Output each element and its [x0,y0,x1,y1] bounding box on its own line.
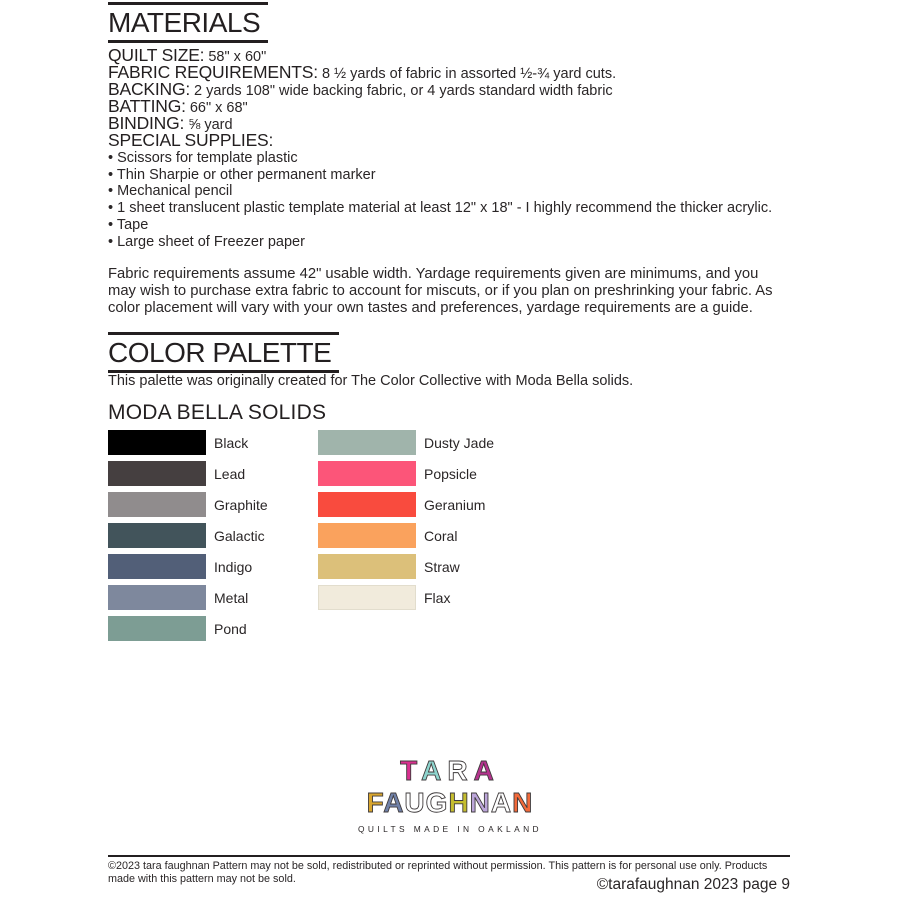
swatch-row [318,554,494,579]
swatch-row [108,616,268,641]
logo-tagline: QUILTS MADE IN OAKLAND [357,824,543,834]
footer-divider [108,855,790,857]
color-swatch [318,430,416,455]
footer-copyright: ©2023 tara faughnan Pattern may not be sold, redistributed or reprinted without permission. This pattern is for personal use only. Products made with this pattern may not be sold. [108,860,768,885]
spec-label: QUILT SIZE: [108,45,205,65]
swatch-label: Coral [424,527,458,544]
materials-specs [108,47,790,149]
color-swatch [318,554,416,579]
swatch-label: Dusty Jade [424,434,495,451]
spec-value: 66" x 68" [185,100,248,116]
color-swatch [108,523,206,548]
supply-item: • 1 sheet translucent plastic template material at least 12" x 18" - I highly recommend the thicker acrylic. [108,200,773,217]
swatch-label: Pond [214,620,247,637]
swatch-label: Lead [214,465,246,482]
swatch-row [108,554,268,579]
palette-description: This palette was originally created for The Color Collective with Moda Bella solids. [108,373,634,389]
moda-bella-solids-heading: MODA BELLA SOLIDS [108,401,327,424]
spec-row [108,132,790,149]
swatch-label: Indigo [214,558,253,575]
swatch-label: Galactic [214,527,265,544]
color-swatch [108,554,206,579]
swatch-row [318,430,494,455]
spec-row [108,81,790,98]
spec-value: 58" x 60" [204,49,267,65]
swatch-row [108,585,268,610]
materials-section-title: MATERIALS [108,2,268,43]
swatch-label: Straw [424,558,460,575]
swatch-row [108,461,268,486]
yardage-note: Fabric requirements assume 42" usable width. Yardage requirements given are minimums, and you may wish to purchase extra fabric to account for miscuts, or if you plan on preshrinking your fabric. As color placement will vary with your own tastes and preferences, yardage requirements are a guide. [108,266,773,316]
special-supplies-list [108,150,790,250]
color-swatch [108,461,206,486]
swatch-label: Popsicle [424,465,477,482]
swatch-column-right [318,430,494,616]
color-swatch [318,492,416,517]
color-swatch [318,585,416,610]
color-swatch [108,585,206,610]
swatch-label: Flax [424,589,451,606]
swatch-label: Metal [214,589,249,606]
swatch-row [108,492,268,517]
color-swatch [108,430,206,455]
logo-word-tara: TARA [400,755,500,786]
spec-label: BATTING: [108,96,186,116]
color-swatch [108,616,206,641]
swatch-row [318,492,494,517]
tara-faughnan-logo [0,750,900,850]
spec-label: BACKING: [108,79,191,99]
spec-value: ⅝ yard [184,117,233,133]
supply-item: • Large sheet of Freezer paper [108,233,305,250]
spec-value: 8 ½ yards of fabric in assorted ½-¾ yard cuts. [317,66,617,82]
swatch-label: Black [214,434,249,451]
logo-word-faughnan: FAUGHNAN [366,787,534,818]
swatch-row [318,461,494,486]
swatch-row [108,430,268,455]
swatch-row [318,585,494,610]
swatch-label: Geranium [424,496,486,513]
color-swatch [318,523,416,548]
supply-item: • Mechanical pencil [108,183,233,200]
spec-label: SPECIAL SUPPLIES: [108,130,274,150]
spec-label: FABRIC REQUIREMENTS: [108,62,318,82]
spec-label: BINDING: [108,113,185,133]
color-swatch [318,461,416,486]
spec-value: 2 yards 108" wide backing fabric, or 4 yards standard width fabric [190,83,613,99]
color-swatch [108,492,206,517]
page-credit: ©tarafaughnan 2023 page 9 [596,876,790,893]
supply-item: • Scissors for template plastic [108,150,298,166]
color-palette-section-title: COLOR PALETTE [108,332,339,373]
swatch-row [108,523,268,548]
supply-item: • Tape [108,216,149,233]
swatch-label: Graphite [214,496,268,513]
supply-item: • Thin Sharpie or other permanent marker [108,166,376,183]
swatch-column-left [108,430,268,647]
spec-row [108,98,790,115]
spec-row [108,64,790,81]
swatch-row [318,523,494,548]
